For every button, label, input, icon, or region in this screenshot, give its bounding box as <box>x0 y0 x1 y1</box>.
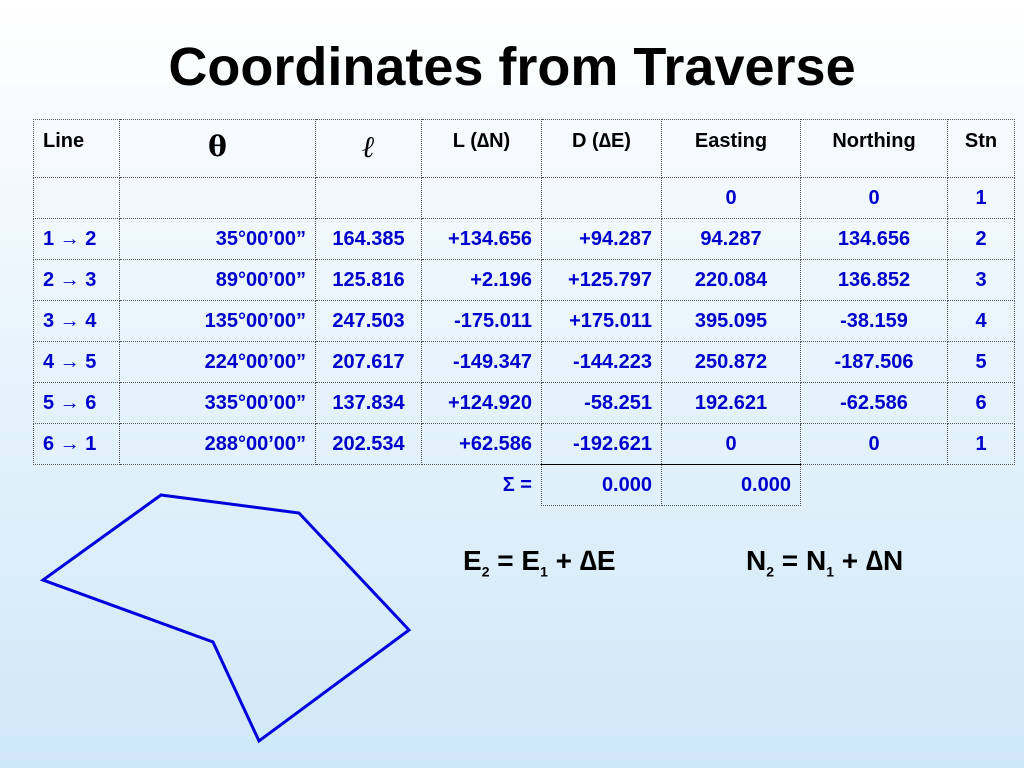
cell-easting: 220.084 <box>662 260 801 301</box>
formula-e-rhs-sub: 1 <box>540 563 548 580</box>
cell-stn: 1 <box>948 178 1015 219</box>
cell-line: 5 → 6 <box>34 383 120 424</box>
northing-formula <box>746 545 903 580</box>
cell-stn: 2 <box>948 219 1015 260</box>
header-easting: Easting <box>662 120 801 178</box>
cell-easting: 395.095 <box>662 301 801 342</box>
cell-northing: 136.852 <box>801 260 948 301</box>
formula-n-lhs-sub: 2 <box>766 563 775 580</box>
cell-length: 125.816 <box>316 260 422 301</box>
formula-n-tail: + ∆N <box>833 545 904 576</box>
cell-lat: +124.920 <box>422 383 542 424</box>
cell-bearing: 35°00’00” <box>120 219 316 260</box>
easting-formula <box>463 545 616 580</box>
cell-bearing: 135°00’00” <box>120 301 316 342</box>
cell-dep: -144.223 <box>542 342 662 383</box>
cell-line: 6 → 1 <box>34 424 120 465</box>
cell-length: 164.385 <box>316 219 422 260</box>
cell-stn: 4 <box>948 301 1015 342</box>
cell-stn: 3 <box>948 260 1015 301</box>
cell-dep: -58.251 <box>542 383 662 424</box>
sum-lat: 0.000 <box>542 465 662 506</box>
cell-easting: 0 <box>662 424 801 465</box>
cell-dep: +125.797 <box>542 260 662 301</box>
cell-northing: 134.656 <box>801 219 948 260</box>
cell-lat: +134.656 <box>422 219 542 260</box>
cell-length: 207.617 <box>316 342 422 383</box>
cell-length: 137.834 <box>316 383 422 424</box>
cell-easting: 94.287 <box>662 219 801 260</box>
cell-stn: 1 <box>948 424 1015 465</box>
sum-label: Σ = <box>502 473 532 496</box>
cell-lat: -149.347 <box>422 342 542 383</box>
cell-bearing: 288°00’00” <box>120 424 316 465</box>
cell-line: 1 → 2 <box>34 219 120 260</box>
header-stn: Stn <box>948 120 1015 178</box>
cell-northing: 0 <box>801 178 948 219</box>
cell-dep: -192.621 <box>542 424 662 465</box>
cell-length: 202.534 <box>316 424 422 465</box>
formula-n-rhs: N <box>805 545 827 576</box>
cell-dep: +175.011 <box>542 301 662 342</box>
page-title: Coordinates from Traverse <box>168 37 856 97</box>
cell-line: 4 → 5 <box>34 342 120 383</box>
header-lat: L (∆N) <box>422 120 542 178</box>
header-theta: θ <box>120 120 316 178</box>
cell-line: 2 → 3 <box>34 260 120 301</box>
cell-bearing: 89°00’00” <box>120 260 316 301</box>
header-dep: D (∆E) <box>542 120 662 178</box>
cell-dep: +94.287 <box>542 219 662 260</box>
cell-lat: +2.196 <box>422 260 542 301</box>
cell-easting: 0 <box>662 178 801 219</box>
header-northing: Northing <box>801 120 948 178</box>
traverse-polygon <box>43 495 409 741</box>
formula-e-tail: + ∆E <box>547 545 616 576</box>
cell-easting: 192.621 <box>662 383 801 424</box>
cell-bearing: 335°00’00” <box>120 383 316 424</box>
formula-e-lhs: E <box>463 545 482 576</box>
cell-northing: 0 <box>801 424 948 465</box>
cell-bearing: 224°00’00” <box>120 342 316 383</box>
formula-n-eq: = <box>774 545 806 576</box>
cell-stn: 6 <box>948 383 1015 424</box>
sum-dep: 0.000 <box>662 465 801 506</box>
cell-stn: 5 <box>948 342 1015 383</box>
formula-n-rhs-sub: 1 <box>826 563 834 580</box>
cell-northing: -38.159 <box>801 301 948 342</box>
formula-n-lhs: N <box>746 545 767 576</box>
header-line: Line <box>34 120 120 178</box>
cell-lat: +62.586 <box>422 424 542 465</box>
cell-lat: -175.011 <box>422 301 542 342</box>
formula-e-rhs: E <box>521 545 541 576</box>
formula-e-lhs-sub: 2 <box>481 563 490 580</box>
cell-length: 247.503 <box>316 301 422 342</box>
cell-northing: -187.506 <box>801 342 948 383</box>
header-ell: ℓ <box>316 120 422 178</box>
cell-easting: 250.872 <box>662 342 801 383</box>
cell-northing: -62.586 <box>801 383 948 424</box>
cell-line: 3 → 4 <box>34 301 120 342</box>
formula-e-eq: = <box>489 545 522 576</box>
